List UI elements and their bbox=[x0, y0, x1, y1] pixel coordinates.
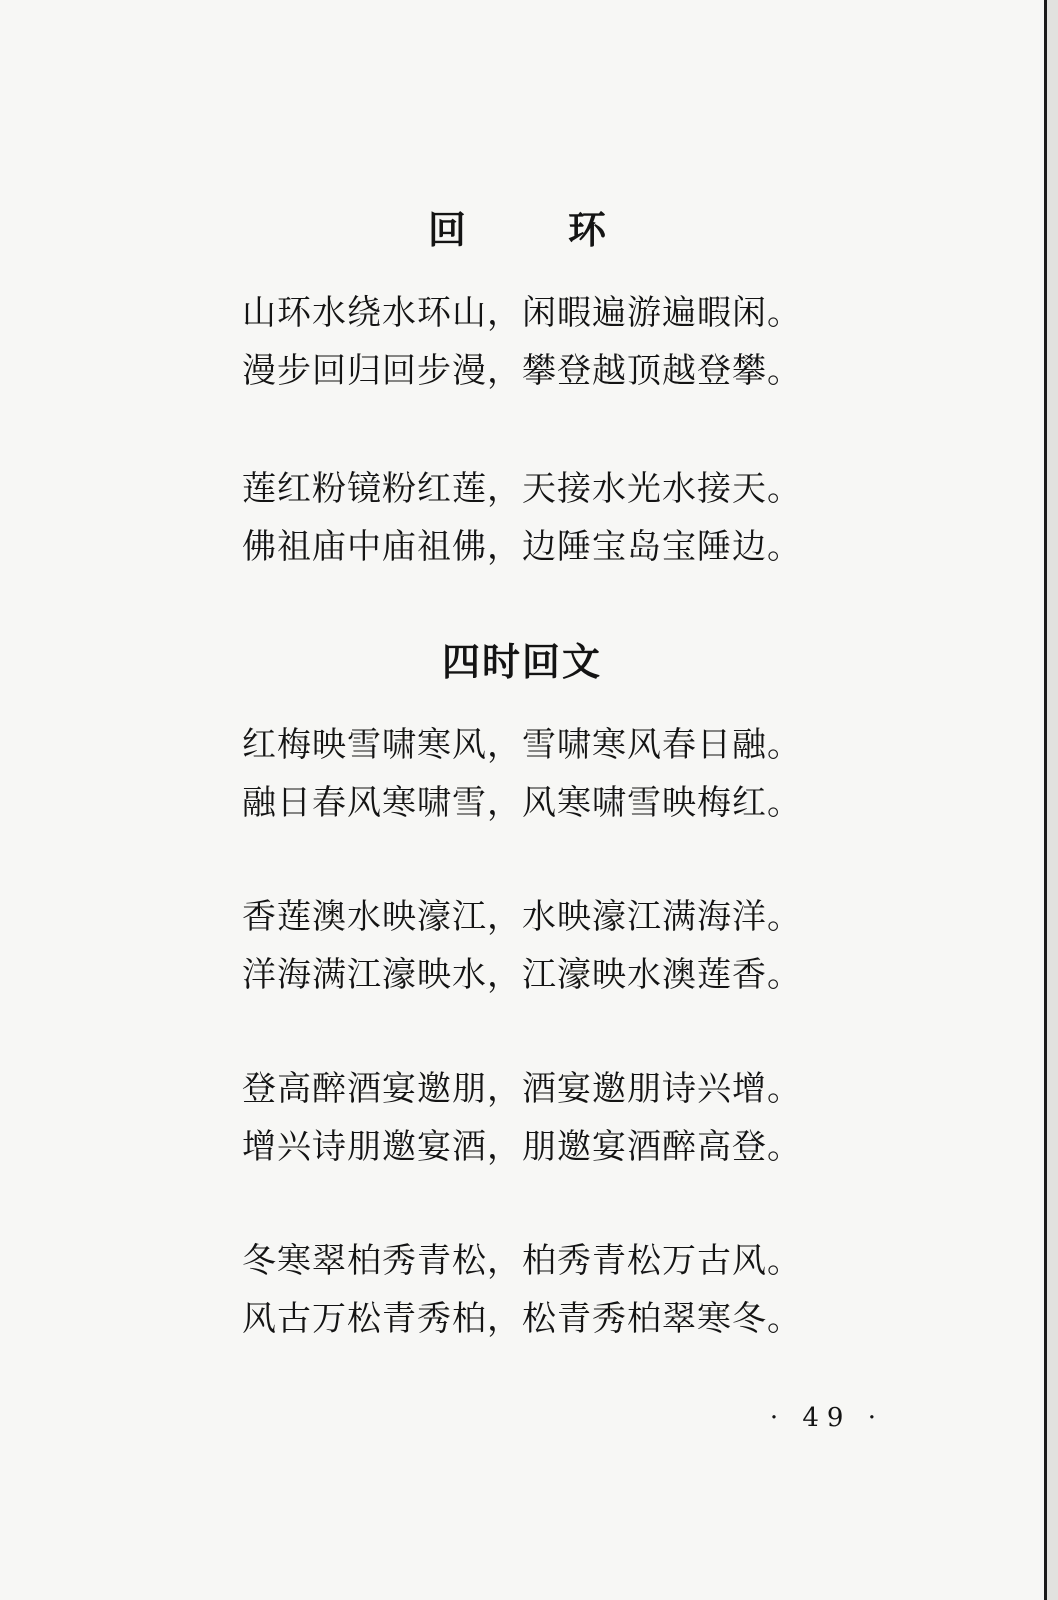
poem-line: 漫步回归回步漫，攀登越顶越登攀。 bbox=[242, 351, 802, 391]
stanza bbox=[0, 1060, 1044, 1176]
stanza bbox=[0, 716, 1044, 832]
poem-line: 冬寒翠柏秀青松，柏秀青松万古风。 bbox=[242, 1241, 802, 1281]
page-number: · 49 · bbox=[769, 1403, 884, 1433]
poem-line: 山环水绕水环山，闲暇遍游遍暇闲。 bbox=[242, 293, 802, 333]
poem-line: 登高醉酒宴邀朋，酒宴邀朋诗兴增。 bbox=[242, 1069, 802, 1109]
poem-line: 香莲澳水映濠江，水映濠江满海洋。 bbox=[242, 897, 802, 937]
poem-line: 红梅映雪啸寒风，雪啸寒风春日融。 bbox=[242, 725, 802, 765]
poem-title-huihuan: 回 环 bbox=[427, 208, 638, 252]
poem-title-sishi-huiwen: 四时回文 bbox=[441, 640, 602, 684]
poem-line: 佛祖庙中庙祖佛，边陲宝岛宝陲边。 bbox=[242, 527, 802, 567]
stanza bbox=[0, 888, 1044, 1004]
page-edge-border bbox=[1044, 0, 1058, 1600]
poem-line: 融日春风寒啸雪，风寒啸雪映梅红。 bbox=[242, 783, 802, 823]
poem-line: 莲红粉镜粉红莲，天接水光水接天。 bbox=[242, 469, 802, 509]
poem-line: 洋海满江濠映水，江濠映水澳莲香。 bbox=[242, 955, 802, 995]
poem-line: 风古万松青秀柏，松青秀柏翠寒冬。 bbox=[242, 1299, 802, 1339]
stanza bbox=[0, 284, 1044, 400]
stanza bbox=[0, 1232, 1044, 1348]
stanza bbox=[0, 460, 1044, 576]
poem-line: 增兴诗朋邀宴酒，朋邀宴酒醉高登。 bbox=[242, 1127, 802, 1167]
